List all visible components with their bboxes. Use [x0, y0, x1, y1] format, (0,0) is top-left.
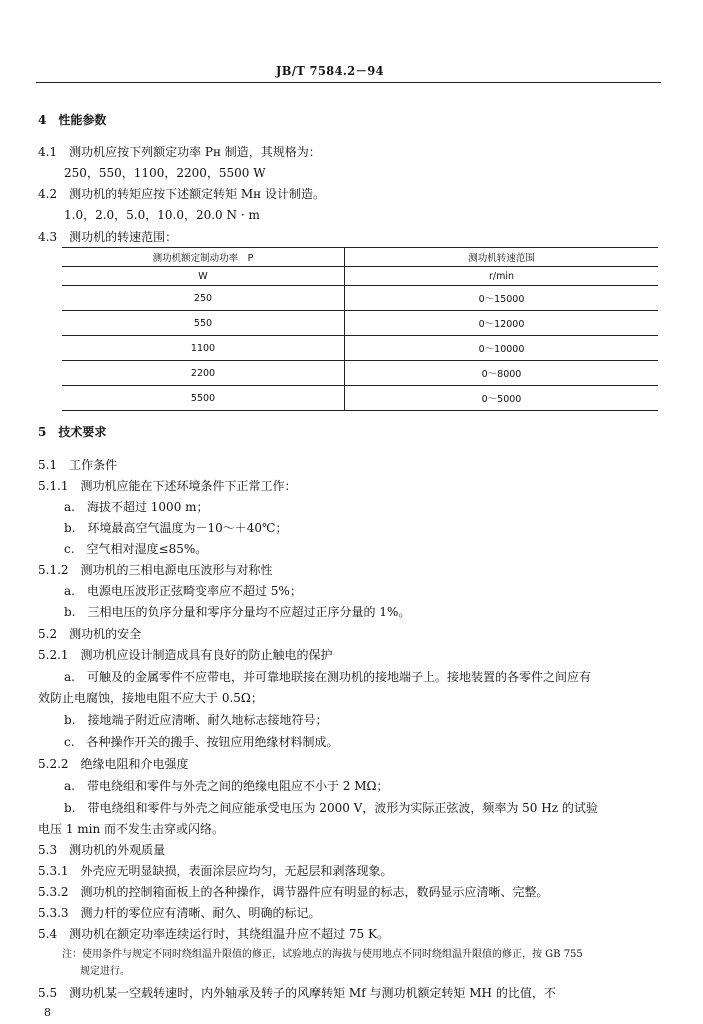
clause-4-2-values: 1.0，2.0，5.0，10.0，20.0 N · m — [64, 208, 260, 222]
table-row — [62, 386, 658, 411]
clause-4-2: 4.2 测功机的转矩应按下述额定转矩 Mн 设计制造。 — [38, 187, 325, 201]
note-line1: 注：使用条件与规定不同时绕组温升限值的修正，试验地点的海拔与使用地点不同时绕组温升限值的修正，按 GB 755 — [62, 949, 583, 960]
clause-5-2-1-a-line2: 效防止电腐蚀，接地电阻不应大于 0.5Ω； — [38, 691, 263, 705]
clause-4-1-values: 250，550，1100，2200，5500 W — [64, 166, 266, 180]
table-cell-range: 0～8000 — [345, 361, 659, 386]
speed-range-table — [62, 247, 658, 411]
header-rule — [36, 82, 661, 83]
clause-5-1-2-b: b. 三相电压的负序分量和零序分量均不应超过正序分量的 1%。 — [64, 605, 411, 619]
clause-5-2-2-a: a. 带电绕组和零件与外壳之间的绝缘电阻应不小于 2 MΩ； — [64, 779, 389, 793]
clause-5-2-1-a-line1: a. 可触及的金属零件不应带电，并可靠地联接在测功机的接地端子上。接地装置的各零件之间应有 — [64, 670, 591, 684]
clause-5-1-1-c: c. 空气相对湿度≤85%。 — [64, 542, 208, 556]
table-cell-power: 1100 — [62, 336, 345, 361]
table-header-range-name: 测功机转速范围 — [345, 248, 659, 267]
table-cell-range: 0～10000 — [345, 336, 659, 361]
table-cell-range: 0～5000 — [345, 386, 659, 411]
clause-5-2-1-b: b. 接地端子附近应清晰、耐久地标志接地符号； — [64, 713, 328, 727]
clause-4-1: 4.1 测功机应按下列额定功率 Pн 制造，其规格为： — [38, 145, 321, 159]
clause-5-4: 5.4 测功机在额定功率连续运行时，其绕组温升应不超过 75 K。 — [38, 927, 389, 941]
clause-5-1-1-b: b. 环境最高空气温度为－10～＋40℃； — [64, 521, 288, 535]
clause-4-3: 4.3 测功机的转速范围： — [38, 230, 178, 244]
clause-5-1-1-a: a. 海拔不超过 1000 m； — [64, 500, 209, 514]
table-cell-power: 250 — [62, 286, 345, 311]
clause-5-1-2: 5.1.2 测功机的三相电源电压波形与对称性 — [38, 563, 273, 577]
clause-5-2: 5.2 测功机的安全 — [38, 627, 142, 641]
clause-5-3-2: 5.3.2 测功机的控制箱面板上的各种操作，调节器件应有明显的标志，数码显示应清晰、完整。 — [38, 885, 549, 899]
clause-5-2-2-b-line1: b. 带电绕组和零件与外壳之间应能承受电压为 2000 V，波形为实际正弦波，频率为 50 Hz 的试验 — [64, 801, 598, 815]
table-cell-range: 0～12000 — [345, 311, 659, 336]
clause-5-3-3: 5.3.3 测力杆的零位应有清晰、耐久、明确的标记。 — [38, 906, 321, 920]
clause-5-3: 5.3 测功机的外观质量 — [38, 843, 166, 857]
clause-5-5: 5.5 测功机某一空载转速时，内外轴承及转子的风摩转矩 Mf 与测功机额定转矩 MH 的比值，不 — [38, 986, 556, 1000]
clause-5-1-2-a: a. 电源电压波形正弦畸变率应不超过 5%； — [64, 584, 302, 598]
clause-5-1: 5.1 工作条件 — [38, 458, 118, 472]
table-cell-power: 5500 — [62, 386, 345, 411]
section-5-title: 5 技术要求 — [38, 425, 107, 439]
table-row — [62, 286, 658, 311]
clause-5-2-1-c: c. 各种操作开关的搬手、按钮应用绝缘材料制成。 — [64, 735, 339, 749]
clause-5-2-1: 5.2.1 测功机应设计制造成具有良好的防止触电的保护 — [38, 648, 333, 662]
table-header-power-name: 测功机额定制动功率 P — [62, 248, 345, 267]
table-header-power-unit: W — [62, 267, 345, 286]
table-cell-power: 550 — [62, 311, 345, 336]
document-header: JB/T 7584.2－94 — [276, 64, 384, 78]
table-row — [62, 311, 658, 336]
table-row — [62, 361, 658, 386]
table-cell-range: 0～15000 — [345, 286, 659, 311]
section-4-title: 4 性能参数 — [38, 113, 107, 127]
table-header-range-unit: r/min — [345, 267, 659, 286]
page-number: 8 — [44, 1006, 51, 1019]
note-line2: 规定进行。 — [80, 966, 130, 977]
table-row — [62, 336, 658, 361]
clause-5-2-2: 5.2.2 绝缘电阻和介电强度 — [38, 757, 189, 771]
clause-5-3-1: 5.3.1 外壳应无明显缺损，表面涂层应均匀，无起层和剥落现象。 — [38, 864, 393, 878]
table-cell-power: 2200 — [62, 361, 345, 386]
clause-5-2-2-b-line2: 电压 1 min 而不发生击穿或闪络。 — [38, 822, 225, 836]
clause-5-1-1: 5.1.1 测功机应能在下述环境条件下正常工作： — [38, 479, 297, 493]
